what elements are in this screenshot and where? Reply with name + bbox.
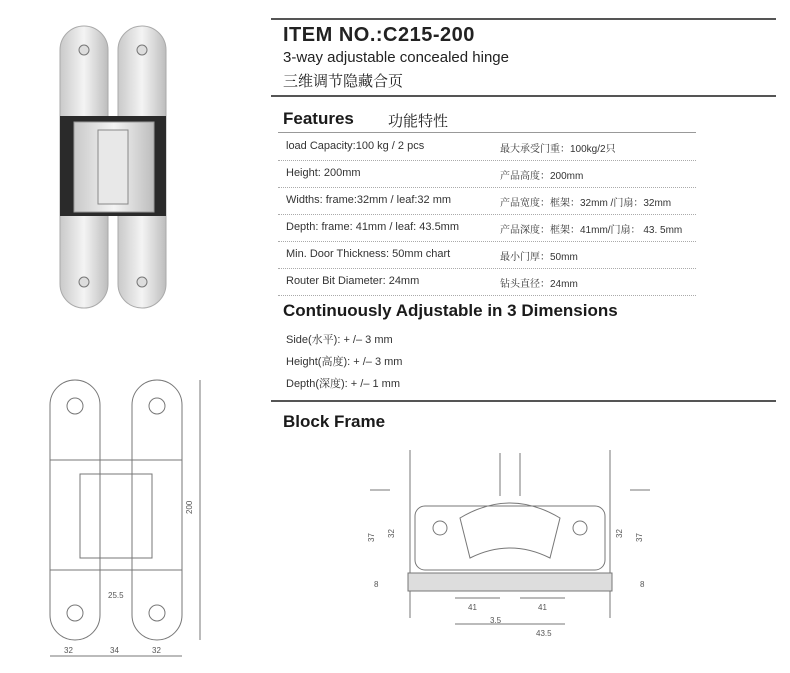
features-rule [278, 132, 696, 133]
feature-row [278, 215, 696, 242]
dim-34: 34 [110, 646, 119, 655]
product-name-en: 3-way adjustable concealed hinge [283, 49, 509, 66]
dim-32-left: 32 [64, 646, 73, 655]
block-rule [271, 400, 776, 402]
adjust-height: Height(高度): + /– 3 mm [286, 356, 403, 368]
features-title-cn: 功能特性 [388, 113, 449, 130]
block-frame-title: Block Frame [283, 412, 386, 431]
dim-37-left: 37 [367, 533, 376, 542]
dim-8-right: 8 [640, 580, 645, 589]
dim-43-5: 43.5 [536, 629, 552, 638]
feature-en: Depth: frame: 41mm / leaf: 43.5mm [286, 221, 460, 233]
block-frame-drawing [360, 448, 660, 648]
feature-row [278, 134, 696, 161]
dim-8-left: 8 [374, 580, 379, 589]
adjust-title: Continuously Adjustable in 3 Dimensions [283, 301, 618, 320]
feature-cn: 产品高度：200mm [500, 171, 584, 182]
feature-cn: 最小门厚：50mm [500, 252, 578, 263]
dim-32-right: 32 [152, 646, 161, 655]
feature-row [278, 188, 696, 215]
product-name-cn: 三维调节隐藏合页 [283, 73, 404, 90]
dim-41-right: 41 [538, 603, 547, 612]
dim-41-left: 41 [468, 603, 477, 612]
feature-cn: 最大承受门重：100kg/2只 [500, 144, 616, 155]
feature-en: load Capacity:100 kg / 2 pcs [286, 140, 425, 152]
header-rule [271, 95, 776, 97]
feature-row [278, 242, 696, 269]
features-title: Features [283, 109, 354, 128]
feature-en: Router Bit Diameter: 24mm [286, 275, 420, 287]
item-number: ITEM NO.:C215-200 [283, 24, 475, 46]
adjust-side: Side(水平): + /– 3 mm [286, 334, 393, 346]
feature-en: Widths: frame:32mm / leaf:32 mm [286, 194, 452, 206]
feature-cn: 产品宽度：框架：32mm /门扇：32mm [500, 198, 672, 209]
front-drawing [40, 378, 210, 673]
feature-en: Min. Door Thickness: 50mm chart [286, 248, 451, 260]
adjust-depth: Depth(深度): + /– 1 mm [286, 378, 401, 390]
feature-cn: 钻头直径：24mm [500, 279, 578, 290]
dim-25-5: 25.5 [108, 591, 124, 600]
dim-37-right: 37 [635, 533, 644, 542]
hinge-photo [40, 18, 230, 318]
feature-cn: 产品深度：框架：41mm/门扇： 43. 5mm [500, 225, 683, 236]
dim-200: 200 [185, 500, 194, 514]
feature-row [278, 269, 696, 296]
dim-3-5: 3.5 [490, 616, 502, 625]
dim-32-left: 32 [387, 529, 396, 538]
dim-32-right: 32 [615, 529, 624, 538]
top-rule [271, 18, 776, 20]
feature-en: Height: 200mm [286, 167, 361, 179]
feature-row [278, 161, 696, 188]
